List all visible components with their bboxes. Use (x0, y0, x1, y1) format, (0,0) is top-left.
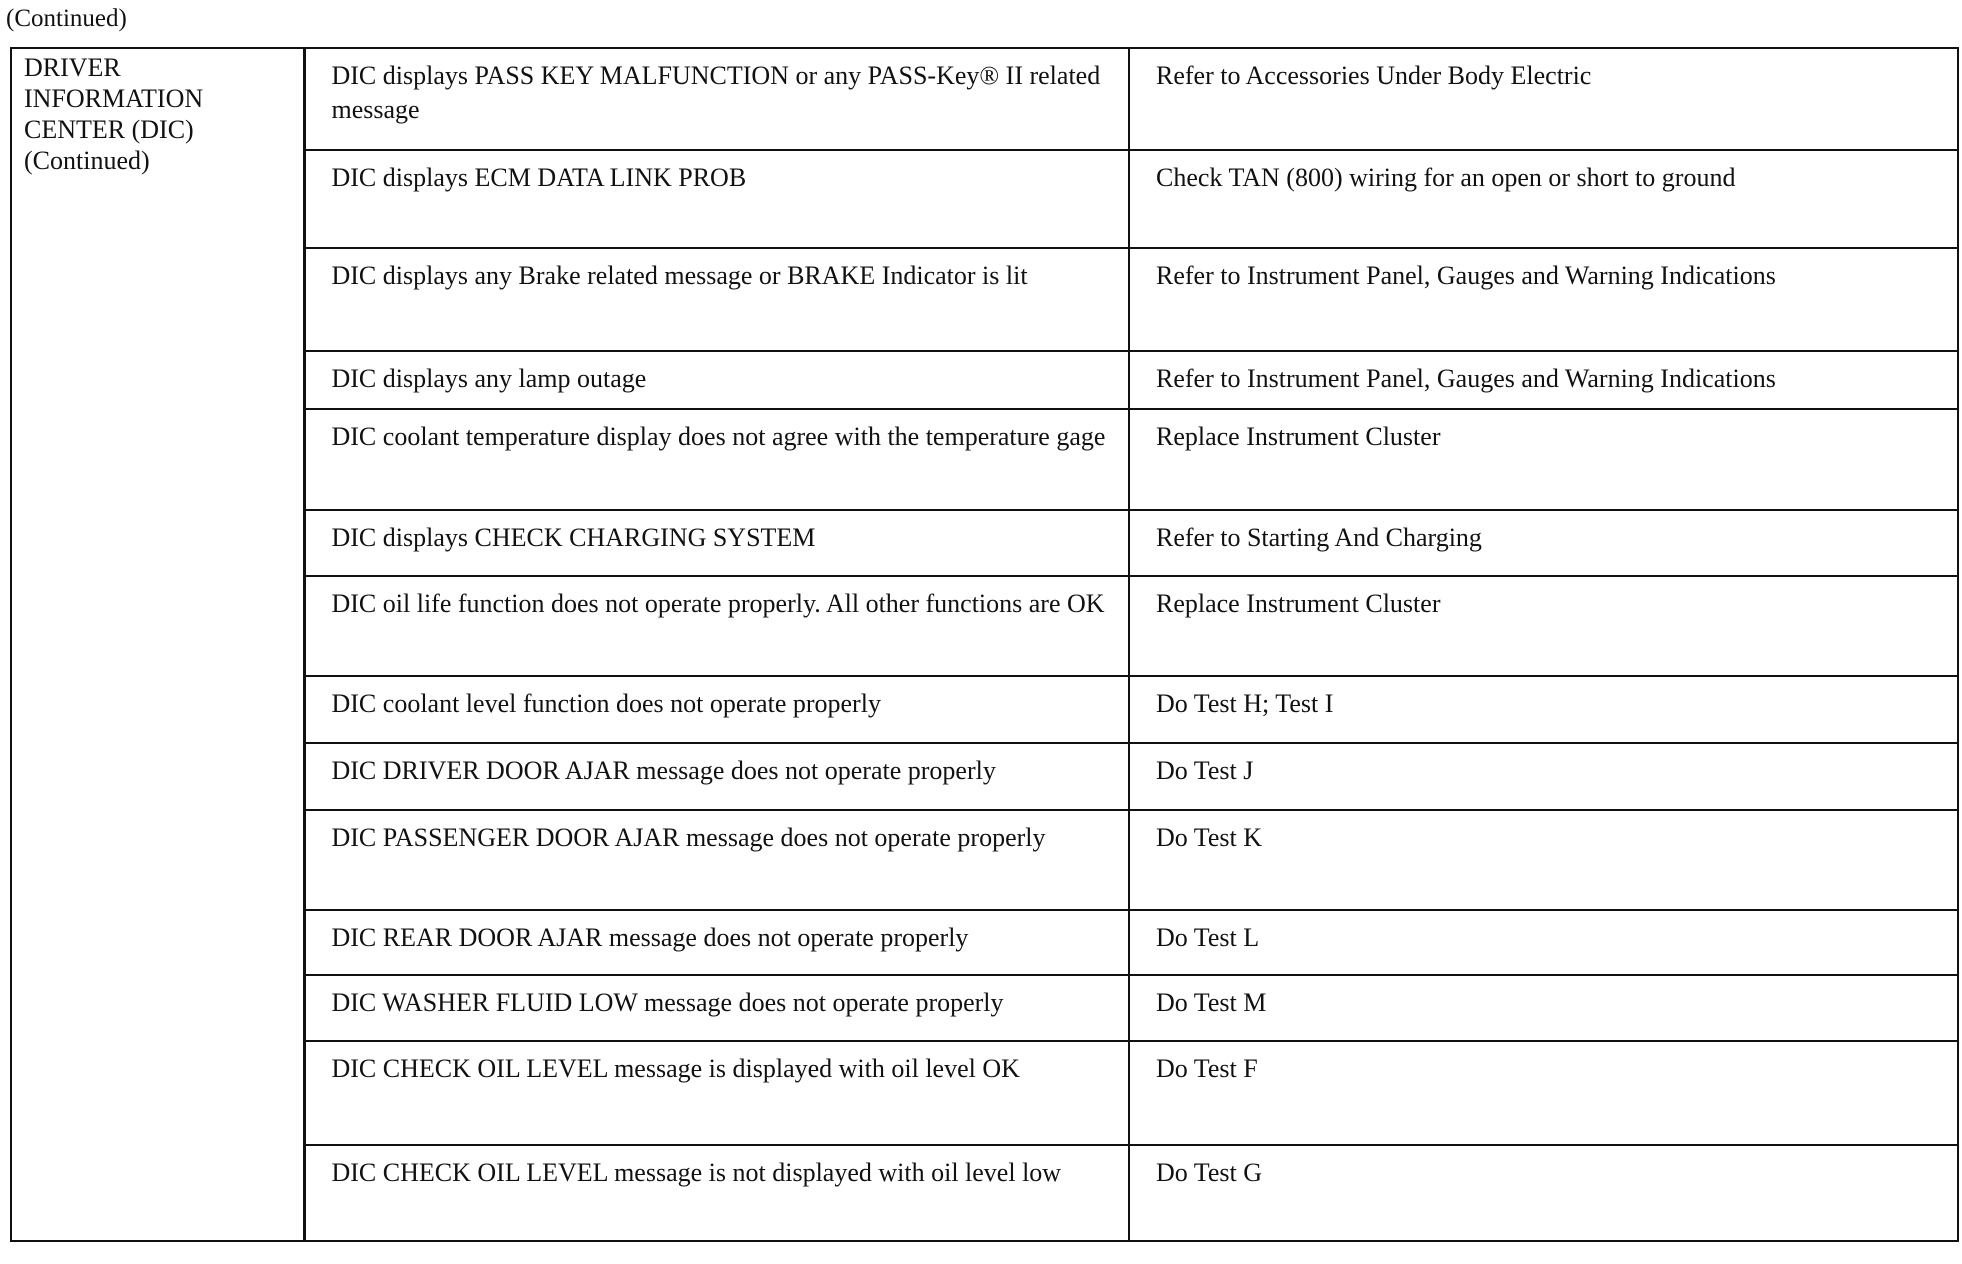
symptom-cell: DIC displays PASS KEY MALFUNCTION or any PASS-Key® II related message (304, 48, 1129, 150)
action-cell: Do Test J (1129, 743, 1958, 810)
system-label-line: CENTER (DIC) (24, 115, 194, 144)
table-row (11, 150, 1958, 248)
symptom-cell: DIC REAR DOOR AJAR message does not operate properly (304, 910, 1129, 975)
action-cell: Do Test G (1129, 1145, 1958, 1241)
system-label-line: (Continued) (24, 146, 150, 175)
system-cell (11, 48, 304, 1241)
symptom-cell: DIC displays ECM DATA LINK PROB (304, 150, 1129, 248)
table-row (11, 676, 1958, 743)
symptom-cell: DIC oil life function does not operate properly. All other functions are OK (304, 576, 1129, 676)
symptom-cell: DIC DRIVER DOOR AJAR message does not operate properly (304, 743, 1129, 810)
symptom-cell: DIC displays CHECK CHARGING SYSTEM (304, 510, 1129, 576)
action-cell: Refer to Instrument Panel, Gauges and Warning Indications (1129, 248, 1958, 351)
symptom-cell: DIC coolant temperature display does not agree with the temperature gage (304, 409, 1129, 510)
symptom-cell: DIC CHECK OIL LEVEL message is not displayed with oil level low (304, 1145, 1129, 1241)
action-cell: Replace Instrument Cluster (1129, 576, 1958, 676)
symptom-cell: DIC CHECK OIL LEVEL message is displayed with oil level OK (304, 1041, 1129, 1145)
action-cell: Refer to Starting And Charging (1129, 510, 1958, 576)
table-row (11, 409, 1958, 510)
table-row (11, 810, 1958, 910)
table-row (11, 975, 1958, 1041)
symptom-cell: DIC coolant level function does not operate properly (304, 676, 1129, 743)
system-label-line: DRIVER (24, 53, 121, 82)
action-cell: Do Test L (1129, 910, 1958, 975)
table-row (11, 1145, 1958, 1241)
symptom-cell: DIC PASSENGER DOOR AJAR message does not operate properly (304, 810, 1129, 910)
symptom-cell: DIC displays any Brake related message or BRAKE Indicator is lit (304, 248, 1129, 351)
action-cell: Refer to Accessories Under Body Electric (1129, 48, 1958, 150)
table-row (11, 576, 1958, 676)
action-cell: Do Test F (1129, 1041, 1958, 1145)
table-row (11, 351, 1958, 409)
table-row (11, 48, 1958, 150)
table-row (11, 248, 1958, 351)
action-cell: Do Test M (1129, 975, 1958, 1041)
system-label-line: INFORMATION (24, 84, 204, 113)
symptom-cell: DIC WASHER FLUID LOW message does not operate properly (304, 975, 1129, 1041)
table-row (11, 910, 1958, 975)
action-cell: Do Test H; Test I (1129, 676, 1958, 743)
table-row (11, 1041, 1958, 1145)
diagnosis-table (10, 47, 1959, 1242)
symptom-cell: DIC displays any lamp outage (304, 351, 1129, 409)
action-cell: Do Test K (1129, 810, 1958, 910)
action-cell: Check TAN (800) wiring for an open or short to ground (1129, 150, 1958, 248)
continued-note: (Continued) (6, 5, 127, 32)
action-cell: Replace Instrument Cluster (1129, 409, 1958, 510)
table-row (11, 743, 1958, 810)
action-cell: Refer to Instrument Panel, Gauges and Warning Indications (1129, 351, 1958, 409)
table-row (11, 510, 1958, 576)
